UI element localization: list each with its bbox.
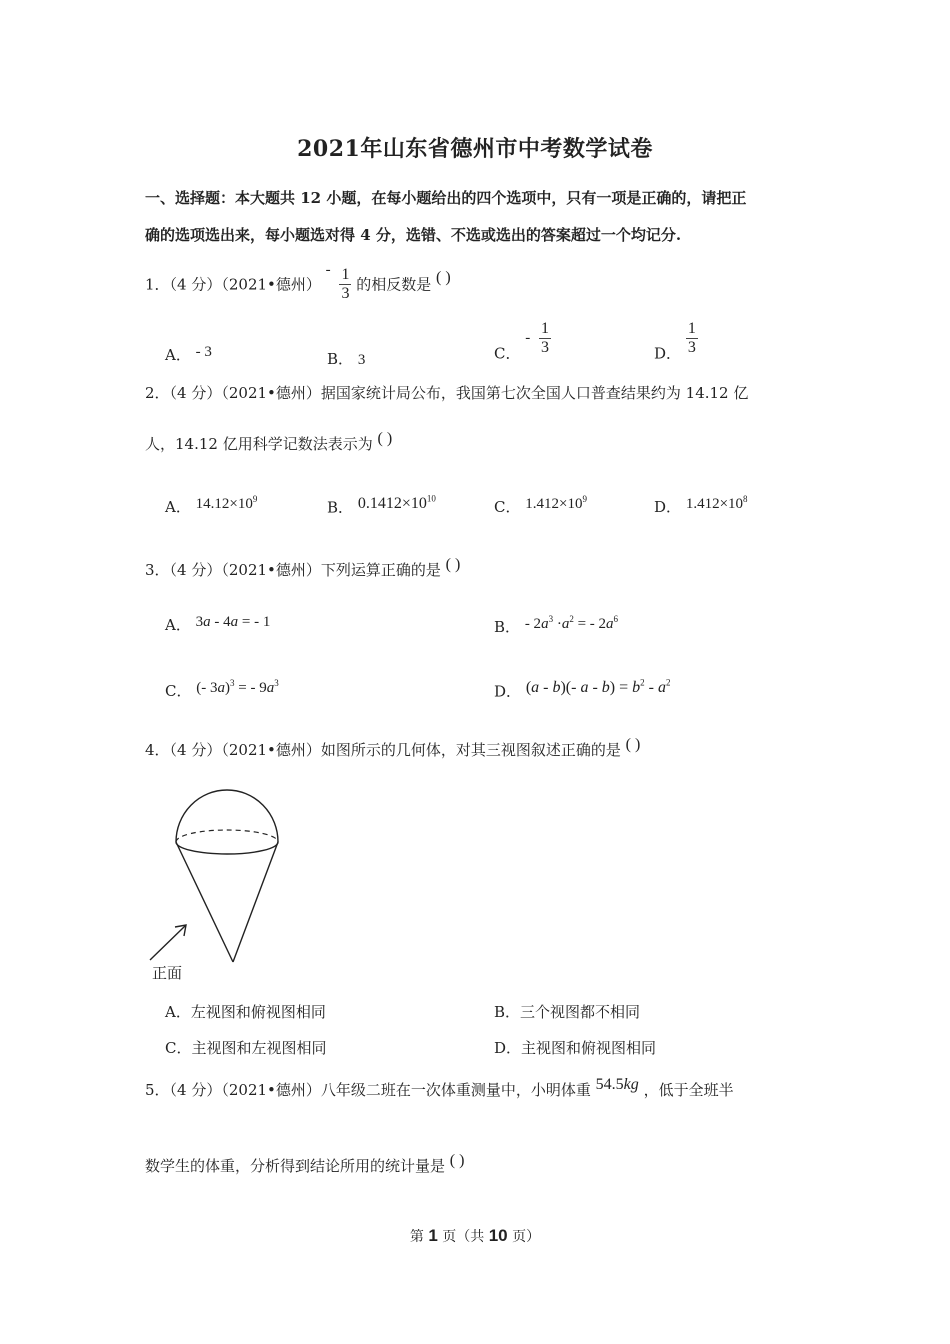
question-3: [145, 556, 460, 580]
q5-weight-unit: kg: [623, 1076, 639, 1093]
q1-opt-c-minus: -: [525, 330, 531, 346]
q5-weight-value: 54.5: [595, 1076, 624, 1093]
q4-option-c: C．主视图和左视图相同: [165, 1039, 327, 1057]
cone-left-side: [176, 842, 233, 962]
q1-opt-d-label: D．: [654, 344, 682, 363]
q2-opt-d-exp: 8: [743, 494, 748, 504]
q1-option-c: [494, 320, 551, 364]
question-5-line-2: [145, 1152, 464, 1176]
q1-option-b: [327, 348, 365, 369]
q4-option-a: A．左视图和俯视图相同: [165, 1003, 326, 1021]
question-2-line-1: 2．（4 分）（2021•德州）据国家统计局公布，我国第七次全国人口普查结果约为 14.12 亿: [145, 384, 749, 402]
q1-suffix: 的相反数是: [356, 275, 432, 294]
cone-right-side: [233, 842, 278, 962]
q4-option-b: B．三个视图都不相同: [494, 1003, 641, 1021]
q1-prefix: 1．（4 分）（2021•德州）: [145, 275, 321, 294]
q4-answer-paren: ( ): [625, 736, 641, 753]
q3-option-b: [494, 614, 618, 637]
ellipse-front: [176, 842, 278, 854]
q2-opt-b-base: 0.1412×10: [357, 495, 427, 513]
q5-line-2-text: 数学生的体重，分析得到结论所用的统计量是: [145, 1157, 446, 1175]
q4-text: 4．（4 分）（2021•德州）如图所示的几何体，对其三视图叙述正确的是: [145, 741, 621, 759]
q3-opt-a-label: A．: [165, 616, 191, 634]
q3-option-d: [494, 678, 670, 701]
q1-opt-a-value: - 3: [195, 344, 212, 360]
q1-answer-paren: ( ): [436, 269, 451, 286]
q4-option-d: D．主视图和俯视图相同: [494, 1039, 657, 1057]
q2-option-b: [327, 494, 436, 517]
section-instructions: [145, 180, 810, 254]
q1-opt-c-den: 3: [541, 339, 550, 356]
q2-answer-paren: ( ): [377, 430, 393, 447]
q2-opt-b-label: B．: [327, 498, 354, 517]
q1-opt-b-label: B．: [327, 350, 354, 368]
section-line-2: 确的选项选出来，每小题选对得 4 分，选错、不选或选出的答案超过一个均记分.: [145, 226, 682, 244]
q3-opt-b-expr: - $2a^3 \cdot a^2$ = - $2a^6$: [524, 614, 619, 632]
q1-opt-c-num: 1: [541, 320, 550, 337]
q1-opt-d-fraction: [686, 320, 698, 357]
q2-opt-a-label: A．: [165, 498, 191, 516]
q1-opt-c-fraction: [539, 320, 551, 357]
footer-total-pages: 10: [488, 1226, 508, 1245]
q3-option-a: [165, 614, 270, 635]
q2-opt-c-base: 1.412×10: [525, 496, 583, 512]
q3-opt-c-expr: (- 3a)$^3$ = - $9a^3$: [196, 678, 279, 696]
figure-front-label: 正面: [152, 964, 183, 982]
q3-opt-b-label: B．: [494, 618, 521, 636]
page-footer: [0, 1226, 950, 1246]
front-arrow-line: [150, 926, 185, 960]
q5-line-1-suffix: ，低于全班半: [643, 1081, 734, 1099]
q1-minus: -: [325, 262, 331, 278]
q3-text: 3．（4 分）（2021•德州）下列运算正确的是: [145, 561, 441, 579]
question-4: [145, 736, 640, 760]
q2-option-a: [165, 494, 257, 517]
q1-opt-c-label: C．: [494, 344, 521, 363]
q2-option-c: [494, 494, 587, 517]
q2-opt-d-value: [686, 496, 748, 512]
ellipse-back-dashed: [176, 830, 278, 842]
q1-opt-d-den: 3: [687, 339, 696, 356]
q2-opt-b-exp: 10: [426, 494, 436, 504]
q5-answer-paren: ( ): [449, 1152, 465, 1169]
q1-opt-a-label: A．: [165, 346, 191, 364]
q3-opt-d-expr: (a - b)(- $a - b) = b^2 - a^2$: [525, 678, 671, 697]
question-2-line-2: [145, 430, 392, 454]
section-line-1: 一、选择题：本大题共 12 小题，在每小题给出的四个选项中，只有一项是正确的，请把正: [145, 189, 747, 207]
q2-opt-d-label: D．: [654, 498, 682, 516]
q2-option-d: [654, 494, 748, 517]
q1-frac-num: 1: [341, 265, 350, 283]
q3-opt-c-label: C．: [165, 682, 192, 700]
footer-suffix: 页）: [512, 1229, 541, 1245]
q2-opt-c-label: C．: [494, 498, 521, 516]
q1-opt-d-num: 1: [687, 320, 696, 337]
q3-opt-a-expr: 3a - 4a = - 1: [195, 614, 271, 630]
q3-answer-paren: ( ): [445, 556, 461, 573]
footer-page-number: 1: [428, 1226, 438, 1245]
q2-opt-a-value: [196, 496, 258, 512]
question-5-line-1: [145, 1076, 734, 1100]
q1-fraction: [339, 266, 351, 303]
q2-opt-a-base: 14.12×10: [195, 496, 253, 512]
q3-opt-d-label: D．: [494, 682, 522, 701]
q2-opt-c-exp: 9: [582, 494, 587, 504]
question-1: [145, 262, 451, 303]
q1-option-d: [654, 320, 698, 364]
cone-hemisphere-figure: [140, 780, 300, 985]
q1-frac-den: 3: [341, 284, 350, 302]
q5-line-1-prefix: 5．（4 分）（2021•德州）八年级二班在一次体重测量中，小明体重: [145, 1081, 591, 1099]
q3-option-c: [165, 678, 279, 701]
q2-opt-c-value: [525, 496, 587, 512]
footer-prefix: 第: [409, 1229, 424, 1245]
page-title: 2021年山东省德州市中考数学试卷: [297, 136, 653, 162]
q2-opt-a-exp: 9: [252, 494, 258, 504]
hemisphere-arc: [176, 790, 278, 842]
q1-opt-b-value: 3: [357, 352, 366, 368]
footer-mid: 页（共: [442, 1229, 485, 1245]
q2-line-2-text: 人，14.12 亿用科学记数法表示为: [145, 435, 373, 453]
q5-weight: [596, 1076, 639, 1093]
q1-option-a: [165, 344, 212, 365]
q2-opt-b-value: [358, 495, 436, 512]
q2-opt-d-base: 1.412×10: [685, 496, 744, 512]
